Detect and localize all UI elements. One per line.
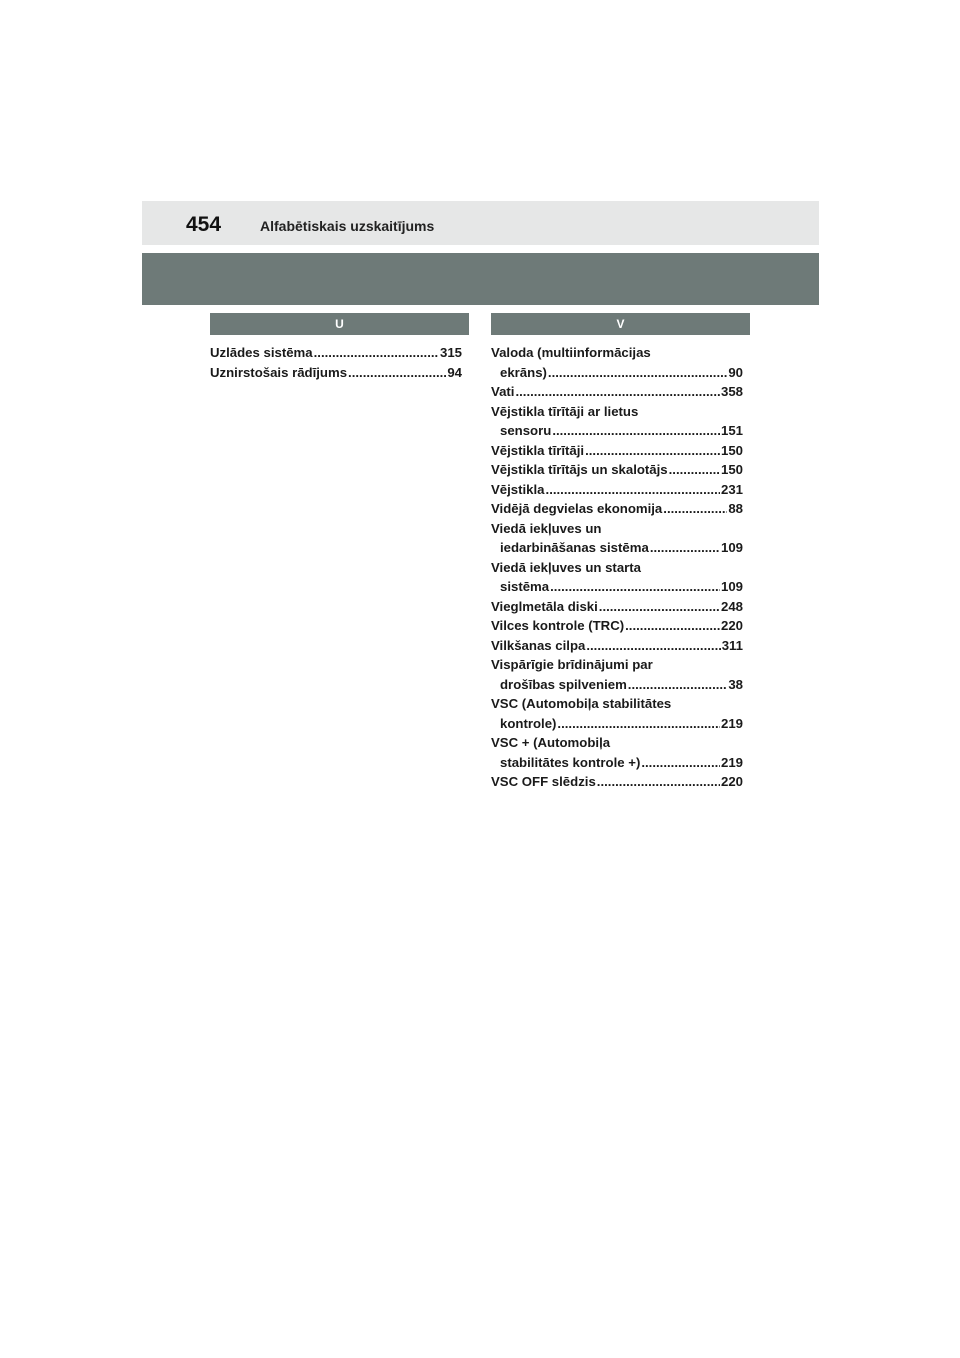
index-term: Vieglmetāla diski (491, 598, 598, 614)
index-entry[interactable] (491, 441, 743, 461)
index-term: kontrole) (500, 715, 557, 731)
page-reference[interactable]: 94 (447, 364, 462, 380)
page-reference[interactable]: 109 (720, 540, 743, 555)
index-entry[interactable] (491, 519, 743, 558)
index-entries-u (210, 343, 469, 382)
page-title: Alfabētiskais uzskaitījums (260, 218, 435, 234)
page-reference[interactable]: 315 (439, 345, 462, 360)
header-band (142, 201, 819, 245)
index-term: Vispārīgie brīdinājumi par (491, 657, 653, 672)
index-term: sensoru (500, 423, 552, 438)
index-term: Vilces kontrole (TRC) (491, 618, 625, 633)
index-entry[interactable] (491, 772, 743, 792)
index-entry[interactable] (491, 402, 743, 441)
index-entries-v (491, 343, 750, 792)
dot-leader (552, 421, 720, 441)
index-term: Vējstikla tīrītāji ar lietus (491, 403, 639, 419)
dot-leader (628, 675, 728, 695)
index-entry[interactable] (491, 499, 743, 519)
index-term: Uznirstošais rādījums (210, 364, 348, 380)
dot-leader (599, 597, 720, 617)
dot-leader (585, 441, 720, 461)
index-term: Vidējā degvielas ekonomija (491, 501, 663, 516)
index-column-v (491, 313, 750, 792)
dot-leader (515, 382, 720, 402)
page-reference[interactable]: 311 (721, 637, 743, 653)
index-term: Vati (491, 384, 515, 399)
page-reference[interactable]: 358 (720, 384, 743, 399)
index-term: Vējstikla tīrītāji (491, 442, 585, 458)
dot-leader (557, 714, 720, 734)
dot-leader (348, 363, 446, 383)
dot-leader (641, 753, 720, 773)
index-term: Vējstikla tīrītājs un skalotājs (491, 462, 668, 477)
index-term: Viedā iekļuves un starta (491, 559, 642, 575)
index-entry[interactable] (491, 460, 743, 480)
index-term: iedarbināšanas sistēma (500, 540, 649, 555)
dot-leader (669, 460, 720, 480)
page-reference[interactable]: 150 (720, 462, 743, 477)
index-term: sistēma (500, 579, 550, 594)
page-reference[interactable]: 109 (720, 579, 743, 594)
index-term: ekrāns) (500, 364, 547, 380)
index-column-u (210, 313, 469, 382)
index-term: stabilitātes kontrole +) (500, 754, 641, 770)
section-letter-v: V (491, 313, 750, 335)
index-term: VSC OFF slēdzis (491, 774, 596, 789)
index-term: Valoda (multiinformācijas (491, 345, 651, 360)
page-reference[interactable]: 38 (728, 676, 743, 692)
dot-leader (314, 343, 439, 363)
index-entry[interactable] (491, 655, 743, 694)
page-reference[interactable]: 220 (720, 618, 743, 633)
index-entry[interactable] (491, 694, 743, 733)
index-term: Vējstikla (491, 481, 545, 497)
section-letter-u: U (210, 313, 469, 335)
page-reference[interactable]: 219 (720, 754, 743, 770)
dot-leader (546, 480, 720, 500)
index-entry[interactable] (491, 733, 743, 772)
index-entry[interactable] (491, 382, 743, 402)
dot-leader (586, 636, 720, 656)
page-reference[interactable]: 150 (720, 442, 743, 458)
page-reference[interactable]: 220 (720, 774, 743, 789)
index-entry[interactable] (491, 343, 743, 382)
dot-leader (550, 577, 720, 597)
page-reference[interactable]: 231 (720, 481, 743, 497)
index-term: Uzlādes sistēma (210, 345, 313, 360)
dot-leader (663, 499, 727, 519)
dot-leader (625, 616, 720, 636)
page-reference[interactable]: 88 (728, 501, 743, 516)
page-reference[interactable]: 151 (720, 423, 743, 438)
index-term: Vilkšanas cilpa (491, 637, 586, 653)
index-entry[interactable] (210, 343, 462, 363)
dot-leader (548, 363, 727, 383)
index-term: drošības spilveniem (500, 676, 627, 692)
index-entry[interactable] (491, 558, 743, 597)
page-reference[interactable]: 90 (728, 364, 743, 380)
index-entry[interactable] (491, 597, 743, 617)
page-reference[interactable]: 248 (720, 598, 743, 614)
index-term: VSC (Automobiļa stabilitātes (491, 696, 672, 711)
index-entry[interactable] (491, 616, 743, 636)
dot-leader (650, 538, 720, 558)
index-term: VSC + (Automobiļa (491, 735, 611, 750)
index-entry[interactable] (491, 480, 743, 500)
page-reference[interactable]: 219 (720, 715, 743, 731)
page-number: 454 (186, 213, 222, 236)
index-term: Viedā iekļuves un (491, 520, 602, 536)
decorative-band (142, 253, 819, 305)
dot-leader (597, 772, 720, 792)
index-entry[interactable] (210, 363, 462, 383)
index-entry[interactable] (491, 636, 743, 656)
